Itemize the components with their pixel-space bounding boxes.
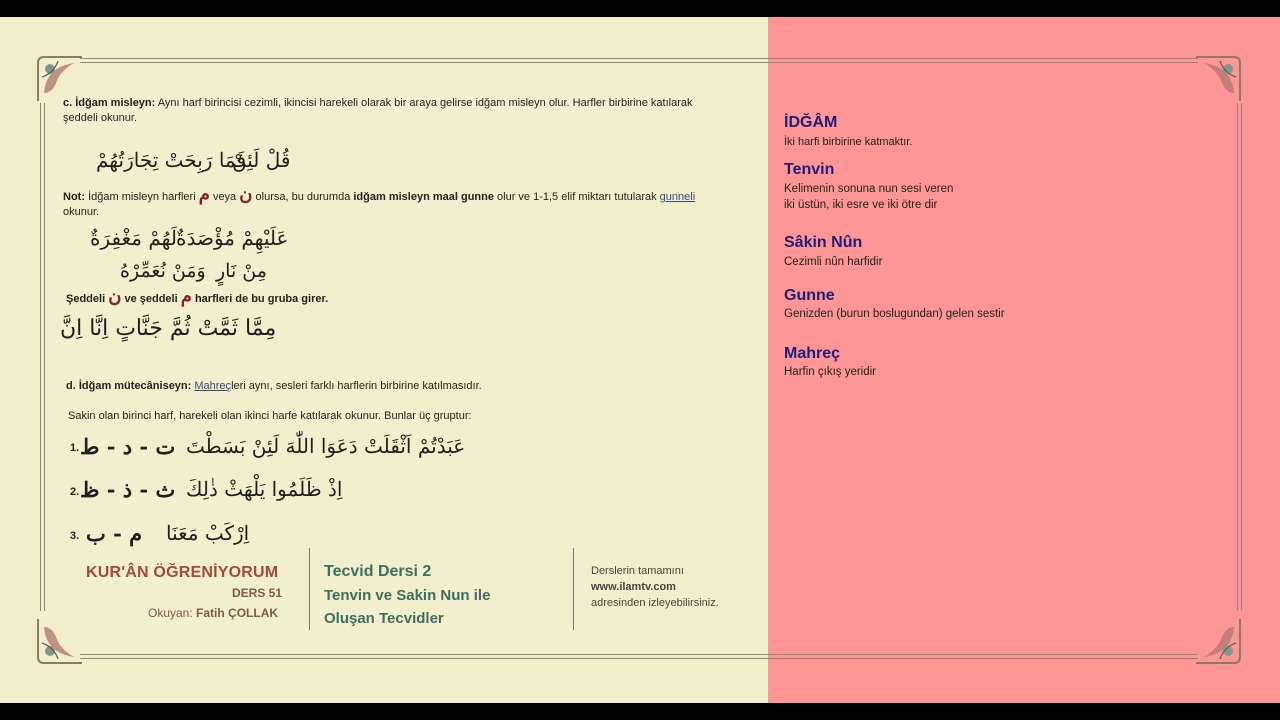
ornament-corner-icon bbox=[34, 615, 86, 667]
group-1-number: 1. bbox=[70, 442, 80, 454]
arabic-example-1a: قُلْ لَئِنْ bbox=[232, 148, 291, 172]
promo-line-3: adresinden izleyebilirsiniz. bbox=[591, 597, 719, 609]
sheddeli-mim-letter: م bbox=[180, 286, 192, 307]
group-2-examples: اِذْ ظَلَمُوا يَلْهَثْ ذٰلِكَ bbox=[186, 477, 343, 501]
frame-right-line bbox=[1237, 103, 1238, 611]
sheddeli-nun-letter: ن bbox=[108, 286, 122, 307]
term-idgam: İDĞÂM bbox=[784, 114, 838, 131]
sakin-text: Sakin olan birinci harf, harekeli olan ikinci harfe katılarak okunur. Bunlar üç gruptur: bbox=[68, 410, 472, 422]
group-2-letters: ث - ذ - ظ bbox=[80, 477, 176, 502]
frame-top-line-inner bbox=[80, 62, 1198, 63]
sheddeli-text-1: Şeddeli bbox=[66, 293, 106, 305]
term-sakin-nun-definition: Cezimli nûn harfidir bbox=[784, 256, 883, 268]
note-text-3: olur ve 1-1,5 elif miktarı tutularak bbox=[497, 191, 657, 203]
group-3-letters: م - ب bbox=[86, 521, 143, 546]
note-veya: veya bbox=[212, 191, 237, 203]
term-mahrec-definition: Harfin çıkış yeridir bbox=[784, 366, 877, 378]
note-nun-letter: ن bbox=[239, 184, 253, 205]
frame-bottom-line-inner bbox=[80, 658, 1198, 659]
reader-label: Okuyan: bbox=[148, 606, 193, 620]
term-tenvin-definition-2: iki üstün, iki esre ve iki ötre dir bbox=[784, 199, 938, 211]
glossary-panel bbox=[768, 17, 1280, 703]
sheddeli-paragraph bbox=[66, 286, 466, 307]
series-title: KUR'ÂN ÖĞRENİYORUM bbox=[86, 564, 279, 581]
frame-right-line-inner bbox=[1241, 103, 1242, 611]
frame-left-line bbox=[40, 103, 41, 611]
reader-line bbox=[148, 606, 278, 620]
promo-block bbox=[591, 563, 719, 611]
footer-divider-2 bbox=[573, 548, 574, 630]
reader-name: Fatih ÇOLLAK bbox=[196, 606, 279, 620]
group-3-examples: اِرْكَبْ مَعَنَا bbox=[166, 521, 250, 545]
sheddeli-text-2: ve şeddeli bbox=[124, 293, 178, 305]
tecvid-subtitle-1: Tenvin ve Sakin Nun ile bbox=[324, 587, 491, 604]
promo-line-1: Derslerin tamamını bbox=[591, 565, 684, 577]
group-1-letters: ت - د - ط bbox=[80, 434, 176, 459]
tecvid-title: Tecvid Dersi 2 bbox=[324, 563, 432, 580]
section-c-text: Aynı harf birincisi cezimli, ikincisi harekeli olarak bir araya gelirse idğam misleyn olur. Harfler birbirine katılarak şeddeli okunur. bbox=[63, 97, 693, 124]
ornament-corner-icon bbox=[1192, 615, 1244, 667]
term-gunne-definition: Genizden (burun boslugundan) gelen sestir bbox=[784, 308, 1005, 320]
arabic-example-3a: مِنْ نَارٍ bbox=[216, 260, 267, 282]
frame-top-line bbox=[80, 58, 1198, 59]
promo-website-link[interactable]: www.ilamtv.com bbox=[591, 581, 676, 593]
section-c-paragraph bbox=[63, 96, 713, 126]
term-tenvin: Tenvin bbox=[784, 161, 835, 178]
note-paragraph bbox=[63, 184, 703, 220]
arabic-example-4: مِمَّا ثَمَّتْ ثُمَّ جَنَّاتٍ اِنَّا اِنَّ bbox=[60, 316, 277, 341]
arabic-example-3b: وَمَنْ نُعَمِّرْهُ bbox=[120, 260, 206, 282]
tecvid-subtitle-2: Oluşan Tecvidler bbox=[324, 610, 444, 627]
group-3-number: 3. bbox=[70, 530, 80, 542]
frame-left-line-inner bbox=[44, 103, 45, 611]
frame-bottom-line bbox=[80, 654, 1198, 655]
note-mim-letter: م bbox=[198, 184, 210, 205]
lesson-number: DERS 51 bbox=[232, 586, 283, 600]
sheddeli-text-3: harfleri de bu gruba girer. bbox=[194, 293, 329, 305]
arabic-example-2a: لَهُمْ مَغْفِرَةٌ bbox=[90, 226, 177, 250]
section-d-label: d. İdğam mütecâniseyn: bbox=[66, 380, 192, 392]
note-text-1: İdğam misleyn harfleri bbox=[88, 191, 196, 203]
note-text-2: olursa, bu durumda bbox=[255, 191, 351, 203]
section-c-label: c. İdğam misleyn: bbox=[63, 97, 156, 109]
term-gunne: Gunne bbox=[784, 287, 835, 304]
note-label: Not: bbox=[63, 191, 85, 203]
group-2-number: 2. bbox=[70, 486, 80, 498]
mahrec-link[interactable]: Mahreç bbox=[194, 380, 232, 392]
group-1-examples: عَبَدْتُمْ اَثْقَلَتْ دَعَوَا اللّٰهَ لَئِنْ بَسَطْتَ bbox=[186, 434, 466, 458]
term-tenvin-definition-1: Kelimenin sonuna nun sesi veren bbox=[784, 183, 954, 195]
gunneli-link[interactable]: gunneli bbox=[659, 191, 696, 203]
note-text-4: okunur. bbox=[63, 206, 100, 218]
arabic-example-1b: فَمَا رَبِحَتْ تِجَارَتُهُمْ bbox=[96, 148, 247, 172]
section-d-paragraph bbox=[66, 379, 706, 394]
term-mahrec: Mahreç bbox=[784, 345, 841, 362]
footer-divider-1 bbox=[309, 548, 310, 630]
term-sakin-nun: Sâkin Nûn bbox=[784, 234, 863, 251]
arabic-example-2b: عَلَيْهِمْ مُؤْصَدَةٌ bbox=[176, 226, 289, 250]
ornament-corner-icon bbox=[1192, 53, 1244, 105]
note-bold: idğam misleyn maal gunne bbox=[353, 191, 494, 203]
term-idgam-definition: İki harfi birbirine katmaktır. bbox=[784, 136, 913, 148]
section-d-text: leri aynı, sesleri farklı harflerin birbirine katılmasıdır. bbox=[231, 380, 482, 392]
